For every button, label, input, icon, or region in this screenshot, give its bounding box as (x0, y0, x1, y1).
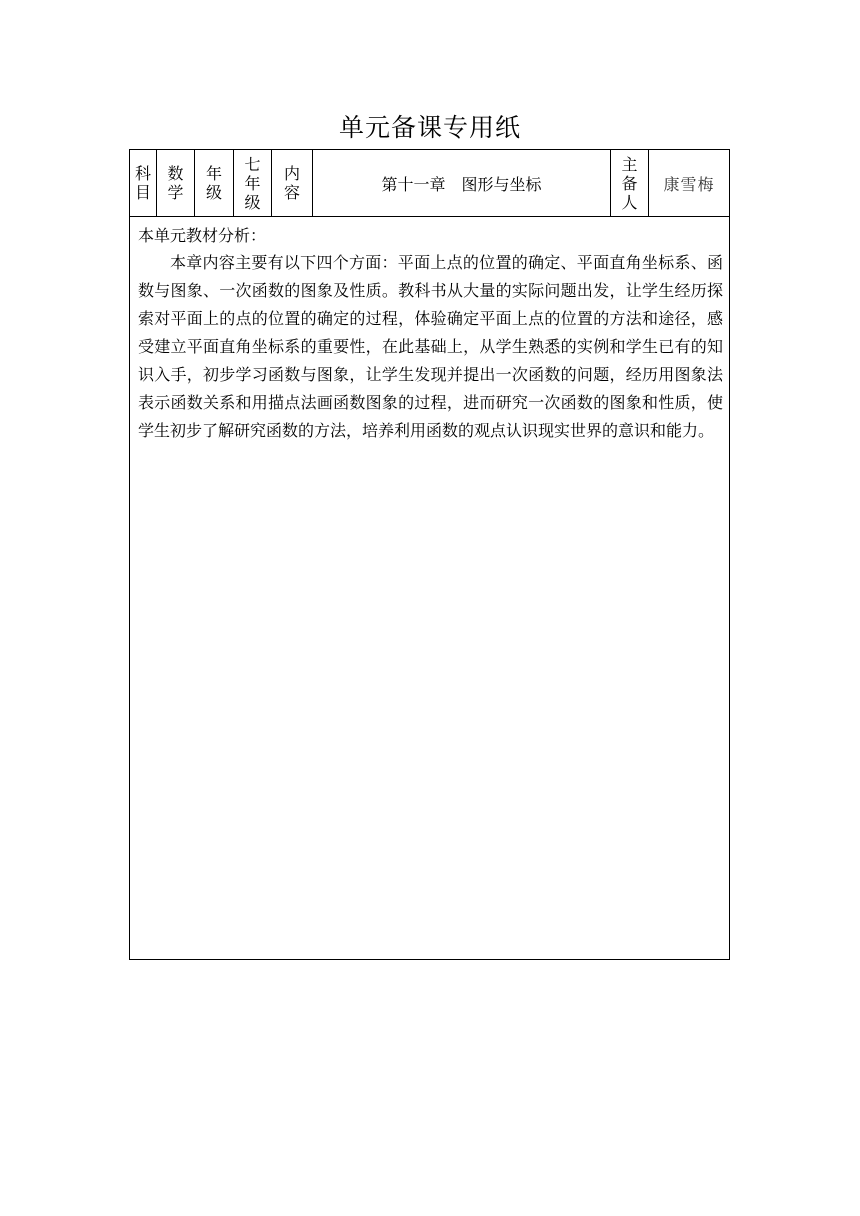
content-label-cell (272, 150, 313, 217)
subject-value: 数学 (167, 164, 184, 202)
grade-label: 年级 (205, 164, 222, 202)
lead-label: 主备人 (621, 154, 638, 212)
subject-label: 科目 (134, 164, 151, 202)
content-label: 内容 (283, 164, 300, 202)
lead-teacher-name: 康雪梅 (663, 174, 715, 194)
lead-value-cell (649, 150, 730, 217)
analysis-text: 本章内容主要有以下四个方面：平面上点的位置的确定、平面直角坐标系、函数与图象、一次函数的图象及性质。教科书从大量的实际问题出发，让学生经历探索对平面上的点的位置的确定的过程，体验确定平面上点的位置的方法和途径，感受建立平面直角坐标系的重要性，在此基础上，从学生熟悉的实例和学生已有的知识入手，初步学习函数与图象，让学生发现并提出一次函数的问题，经历用图象法表示函数关系和用描点法画函数图象的过程，进而研究一次函数的图象和性质，使学生初步了解研究函数的方法，培养利用函数的观点认识现实世界的意识和能力。 (138, 253, 723, 440)
grade-value-cell (234, 150, 272, 217)
lead-label-cell (611, 150, 649, 217)
header-row (130, 150, 730, 217)
subject-label-cell (130, 150, 157, 217)
subject-value-cell (157, 150, 195, 217)
analysis-row (130, 217, 730, 960)
lesson-plan-table (129, 149, 730, 960)
page-title: 单元备课专用纸 (338, 113, 521, 142)
content-value: 第十一章 图形与坐标 (381, 174, 542, 194)
analysis-label: 本单元教材分析： (138, 226, 267, 245)
grade-value: 七年级 (244, 154, 261, 212)
analysis-cell (130, 217, 730, 960)
grade-label-cell (195, 150, 234, 217)
content-value-cell (313, 150, 611, 217)
